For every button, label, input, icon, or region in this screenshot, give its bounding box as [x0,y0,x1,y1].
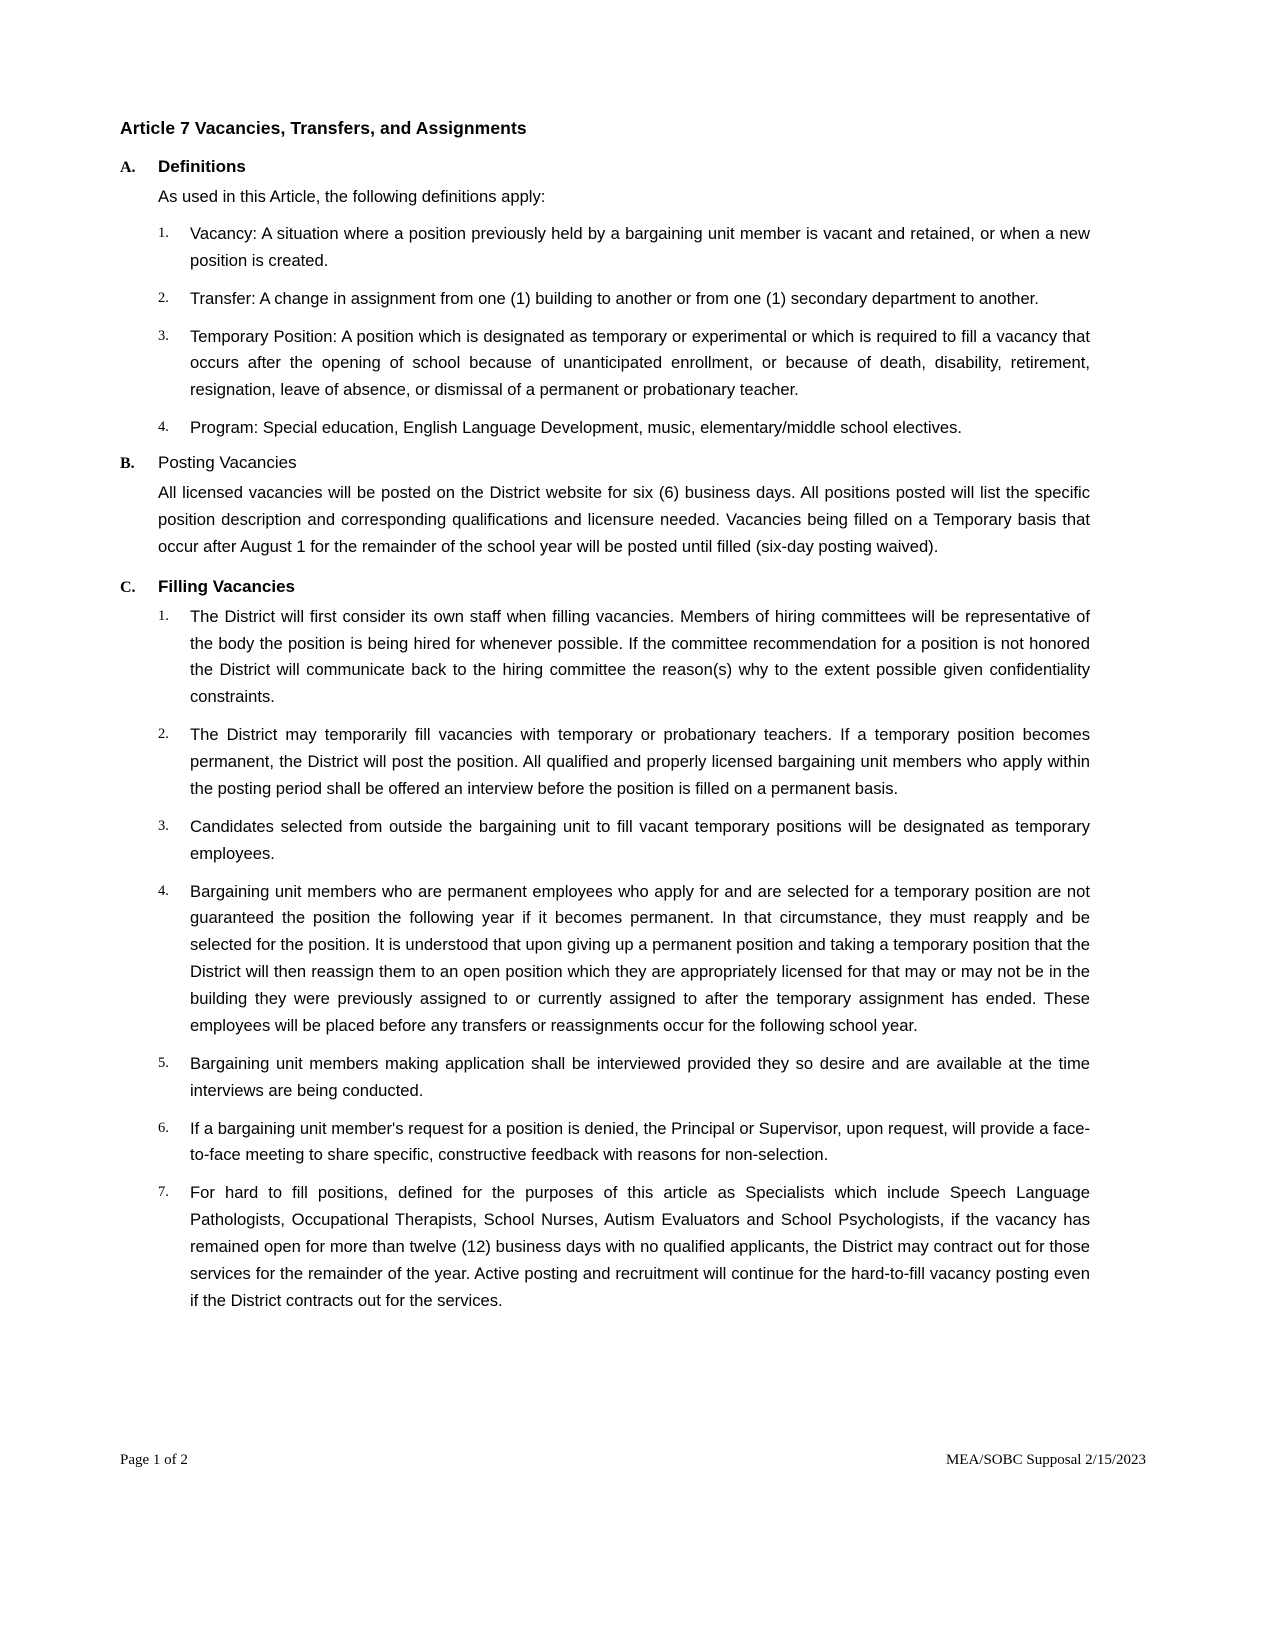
list-item-text: Vacancy: A situation where a position previously held by a bargaining unit member is vacant and retained, or when a new position is created. [190,223,1090,270]
section-definitions [120,157,1090,442]
list-item [158,324,1090,405]
list-item [158,1180,1090,1314]
definitions-list [120,221,1090,442]
list-marker: 6. [158,1119,169,1136]
section-letter: C. [120,578,136,596]
page-title: Article 7 Vacancies, Transfers, and Assignments [120,118,527,138]
list-marker: 4. [158,419,169,436]
list-marker: 7. [158,1184,169,1201]
section-letter: B. [120,455,135,472]
page-footer [120,1452,1146,1469]
list-marker: 3. [158,327,169,344]
list-marker: 4. [158,882,169,899]
list-item [158,286,1090,313]
list-item-text: The District may temporarily fill vacancies with temporary or probationary teachers. If a temporary position becomes permanent, the District will post the position. All qualified and properly licensed bargaining unit members who apply within the posting period shall be offered an interview before the position is filled on a permanent basis. [190,725,1090,798]
list-item-text: The District will first consider its own staff when filling vacancies. Members of hiring committees will be representative of the body the position is being hired for whenever possible. If the committee recommendation for a position is not honored the District will communicate back to the hiring committee the reason(s) why to the extent possible given confidentiality constraints. [190,606,1090,707]
list-item-text: Bargaining unit members making application shall be interviewed provided they so desire and are available at the time interviews are being conducted. [190,1053,1090,1100]
list-item [158,604,1090,712]
list-item-text: Temporary Position: A position which is designated as temporary or experimental or which is required to fill a vacancy that occurs after the opening of school because of unanticipated enrollment, or because of death, disability, retirement, resignation, leave of absence, or dismissal of a permanent or probationary teacher. [190,326,1090,400]
section-title: Filling Vacancies [158,576,296,596]
list-item [158,1051,1090,1105]
section-intro: As used in this Article, the following definitions apply: [158,187,546,206]
list-marker: 5. [158,1054,169,1071]
section-posting-vacancies [120,453,1090,561]
filling-vacancies-list [120,604,1090,1315]
list-marker: 2. [158,726,169,743]
section-title: Posting Vacancies [158,453,297,472]
list-item-text: Candidates selected from outside the bargaining unit to fill vacant temporary positions will be designated as temporary employees. [190,816,1090,863]
list-item [158,814,1090,868]
footer-source: MEA/SOBC Supposal 2/15/2023 [945,1452,1146,1468]
list-item-text: Bargaining unit members who are permanent employees who apply for and are selected for a temporary position are not guaranteed the position the following year if it becomes permanent. In that circumstance, they must reapply and be selected for the position. It is understood that upon giving up a permanent position and taking a temporary position that the District will then reassign them to an open position which they are appropriately licensed for that may or may not be in the building they were previously assigned to or currently assigned to after the temporary assignment has ended. These employees will be placed before any transfers or reassignments occur for the following school year. [190,881,1090,1035]
list-marker: 3. [158,817,169,834]
list-item-text: For hard to fill positions, defined for the purposes of this article as Specialists which include Speech Language Pathologists, Occupational Therapists, School Nurses, Autism Evaluators and School Psychologists, if the vacancy has remained open for more than twelve (12) business days with no qualified applicants, the District may contract out for those services for the remainder of the year. Active posting and recruitment will continue for the hard-to-fill vacancy posting even if the District contracts out for the services. [190,1183,1090,1310]
list-item [158,1116,1090,1170]
section-title: Definitions [158,157,246,176]
section-filling-vacancies [120,577,1090,1315]
list-item [158,221,1090,275]
list-item-text: Transfer: A change in assignment from one (1) building to another or from one (1) secondary department to another. [190,288,1039,308]
list-marker: 1. [158,224,169,241]
list-item [158,722,1090,803]
document-body [120,118,1090,1326]
list-item [158,879,1090,1040]
list-marker: 1. [158,607,169,624]
list-item-text: If a bargaining unit member's request for a position is denied, the Principal or Supervisor, upon request, will provide a face-to-face meeting to share specific, constructive feedback with reasons for non-selection. [190,1118,1090,1165]
list-item [158,415,1090,442]
list-marker: 2. [158,289,169,306]
section-heading [120,453,1090,473]
section-letter: A. [120,159,136,176]
list-item-text: Program: Special education, English Language Development, music, elementary/middle school electives. [190,418,963,438]
footer-page-number: Page 1 of 2 [120,1452,188,1468]
section-heading [120,577,1090,597]
section-heading [120,157,1090,177]
section-intro: All licensed vacancies will be posted on the District website for six (6) business days. All positions posted will list the specific position description and corresponding qualifications and licensure needed. Vacancies being filled on a Temporary basis that occur after August 1 for the remainder of the school year will be posted until filled (six-day posting waived). [158,483,1090,556]
